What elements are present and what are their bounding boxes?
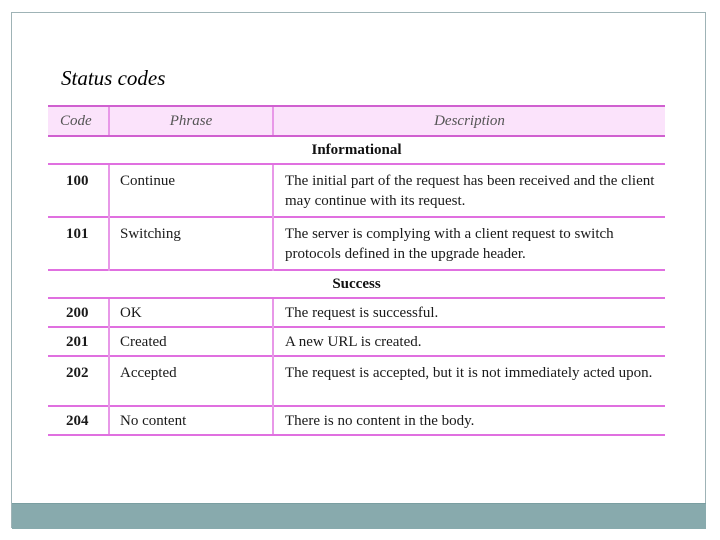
status-description: The server is complying with a client request to switch protocols defined in the upgrade header.: [273, 217, 665, 270]
table-row: [48, 356, 665, 406]
status-phrase: Continue: [109, 164, 273, 217]
column-header-description: Description: [273, 106, 665, 136]
status-code: 200: [48, 298, 109, 327]
status-code: 202: [48, 356, 109, 406]
table-header-row: [48, 106, 665, 136]
group-header-row: [48, 270, 665, 298]
slide-title: Status codes: [61, 66, 166, 90]
status-code: 201: [48, 327, 109, 356]
group-header-informational: Informational: [48, 136, 665, 164]
status-description: The initial part of the request has been received and the client may continue with its request.: [273, 164, 665, 217]
group-header-success: Success: [48, 270, 665, 298]
status-code: 204: [48, 406, 109, 435]
group-header-row: [48, 136, 665, 164]
column-header-phrase: Phrase: [109, 106, 273, 136]
status-phrase: Created: [109, 327, 273, 356]
table-row: [48, 217, 665, 270]
status-description: The request is successful.: [273, 298, 665, 327]
column-header-code: Code: [48, 106, 109, 136]
status-phrase: OK: [109, 298, 273, 327]
status-codes-table: [48, 105, 665, 436]
table-row: [48, 164, 665, 217]
table-row: [48, 298, 665, 327]
status-description: The request is accepted, but it is not immediately acted upon.: [273, 356, 665, 406]
status-code: 101: [48, 217, 109, 270]
footer-bar: [12, 503, 706, 529]
status-code: 100: [48, 164, 109, 217]
table-row: [48, 406, 665, 435]
status-phrase: No content: [109, 406, 273, 435]
status-phrase: Switching: [109, 217, 273, 270]
status-phrase: Accepted: [109, 356, 273, 406]
table-row: [48, 327, 665, 356]
status-description: There is no content in the body.: [273, 406, 665, 435]
status-description: A new URL is created.: [273, 327, 665, 356]
